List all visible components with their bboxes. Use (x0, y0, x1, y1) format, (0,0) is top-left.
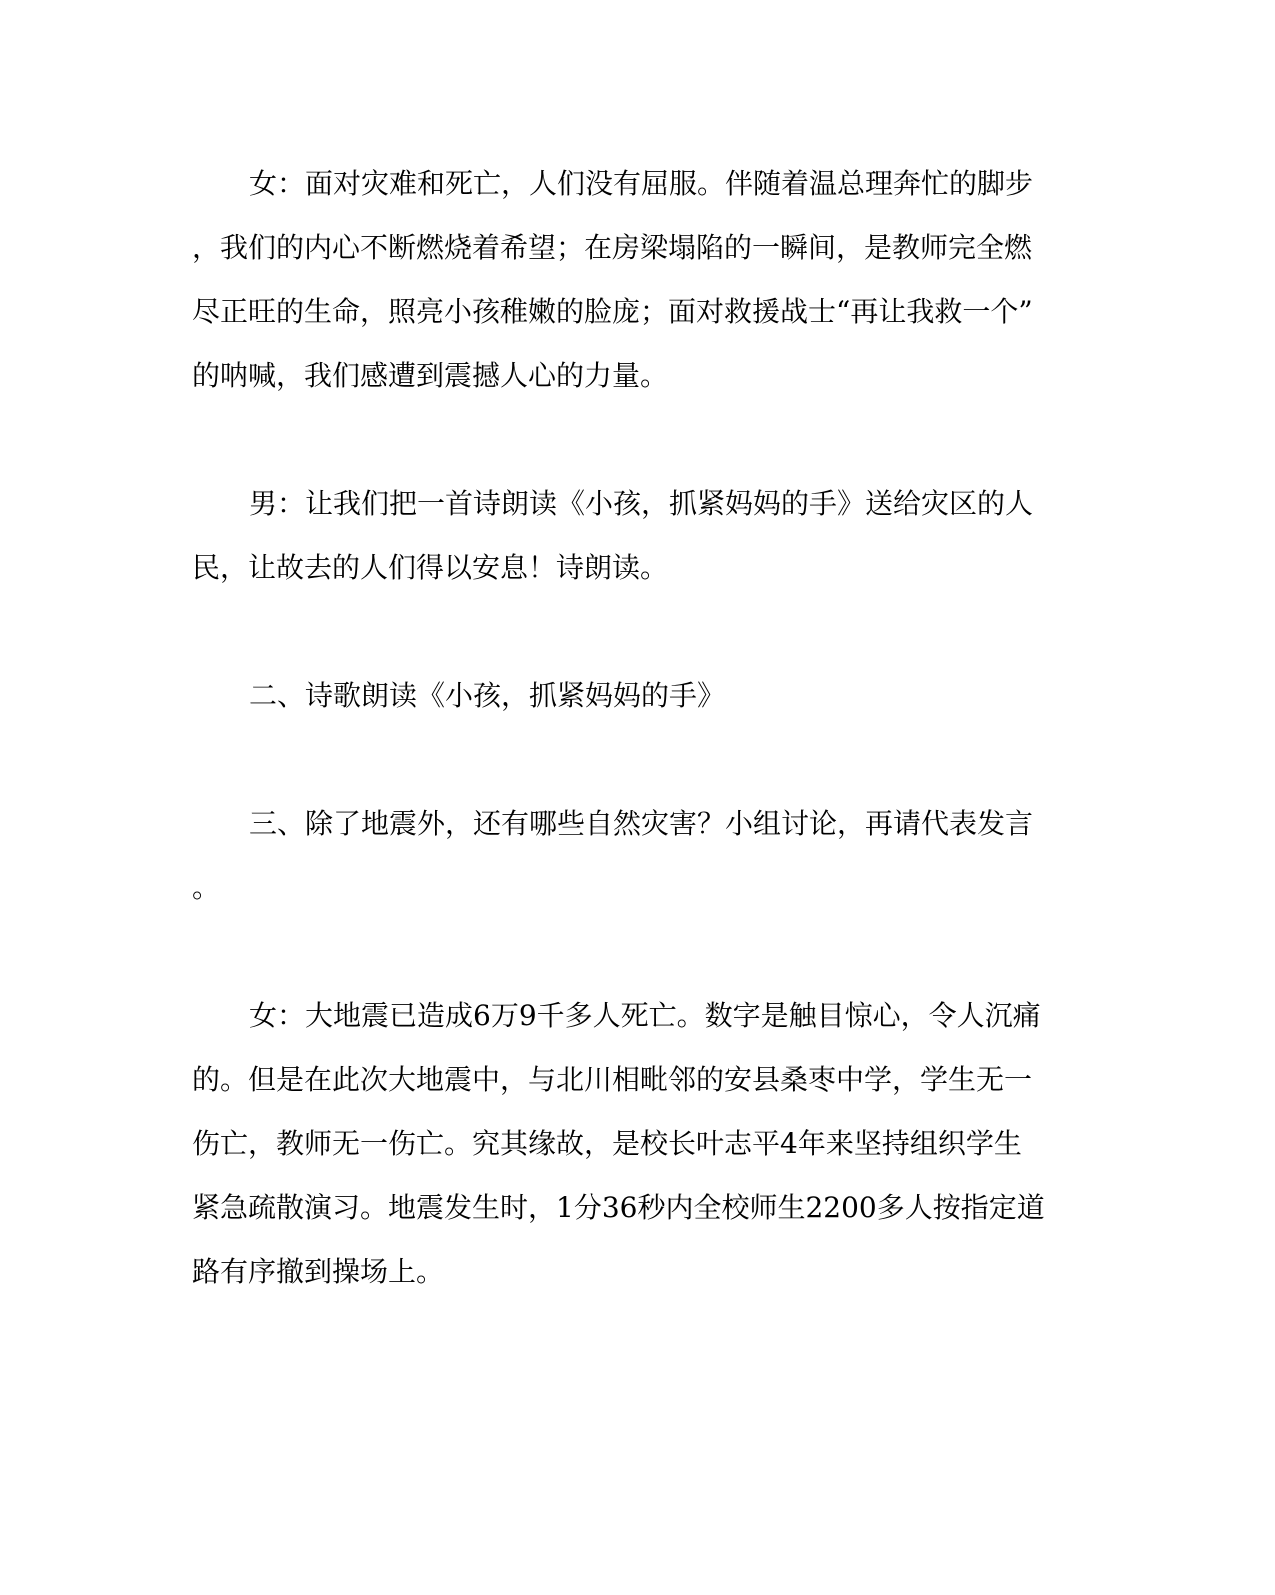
paragraph-5-line-5: 路有序撤到操场上。 (192, 1255, 445, 1288)
paragraph-5-line-3: 伤亡，教师无一伤亡。究其缘故，是校长叶志平4年来坚持组织学生 (192, 1127, 1022, 1160)
paragraph-1-line-4: 的呐喊，我们感遭到震撼人心的力量。 (192, 359, 669, 392)
paragraph-2-line-1: 男：让我们把一首诗朗读《小孩，抓紧妈妈的手》送给灾区的人 (249, 487, 1034, 520)
paragraph-1-line-1: 女：面对灾难和死亡，人们没有屈服。伴随着温总理奔忙的脚步 (249, 167, 1034, 200)
paragraph-1-line-3: 尽正旺的生命，照亮小孩稚嫩的脸庞；面对救援战士“再让我救一个” (192, 295, 1033, 328)
paragraph-4-line-2: 。 (192, 871, 221, 904)
paragraph-5-line-2: 的。但是在此次大地震中，与北川相毗邻的安县桑枣中学，学生无一 (192, 1063, 1033, 1096)
paragraph-1-line-2: ，我们的内心不断燃烧着希望；在房梁塌陷的一瞬间，是教师完全燃 (192, 231, 1033, 264)
paragraph-3-line-1: 二、诗歌朗读《小孩，抓紧妈妈的手》 (249, 679, 726, 712)
paragraph-2-line-2: 民，让故去的人们得以安息！诗朗读。 (192, 551, 669, 584)
paragraph-5-line-4: 紧急疏散演习。地震发生时，1分36秒内全校师生2200多人按指定道 (192, 1191, 1045, 1224)
paragraph-5-line-1: 女：大地震已造成6万9千多人死亡。数字是触目惊心，令人沉痛 (249, 999, 1041, 1032)
paragraph-4-line-1: 三、除了地震外，还有哪些自然灾害？小组讨论，再请代表发言 (249, 807, 1034, 840)
